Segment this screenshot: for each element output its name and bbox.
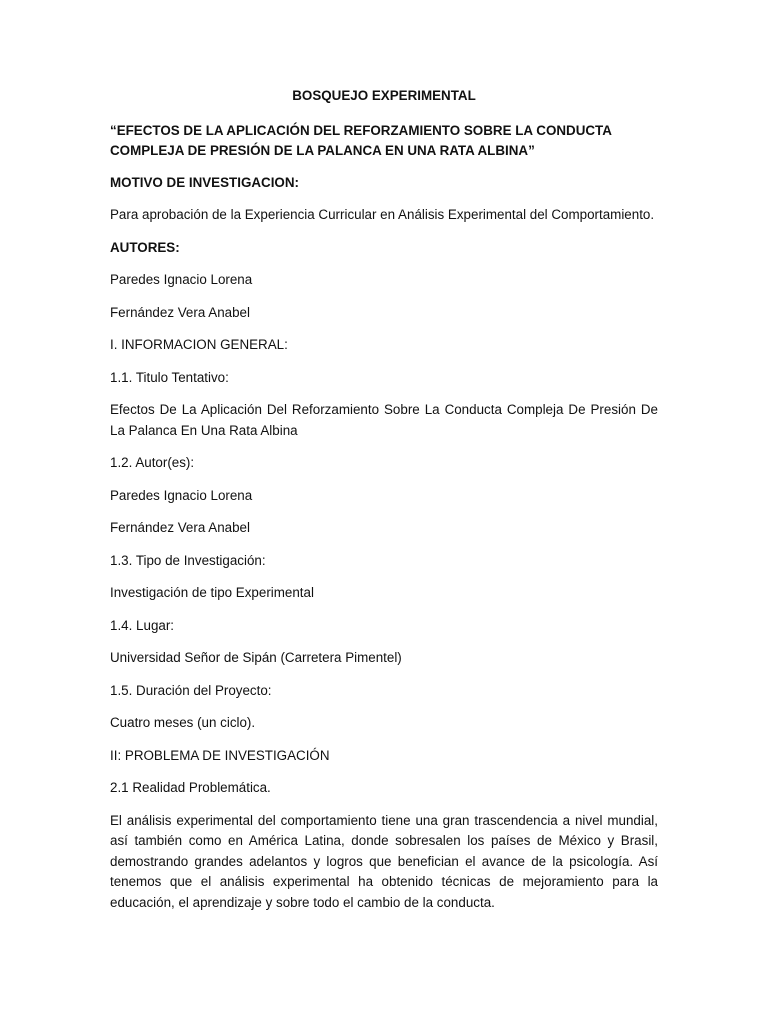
section-1-1-text: Efectos De La Aplicación Del Reforzamiento Sobre La Conducta Compleja De Presión De La Palanca En Una Rata Albina <box>110 402 658 438</box>
autores-heading: AUTORES: <box>110 239 180 255</box>
section-1-4-heading: 1.4. Lugar: <box>110 617 175 633</box>
autor-1: Paredes Ignacio Lorena <box>110 272 253 287</box>
document-page <box>110 86 658 925</box>
document-title: BOSQUEJO EXPERIMENTAL <box>292 88 476 103</box>
section-2-1-heading: 2.1 Realidad Problemática. <box>110 780 271 795</box>
section-1-3-heading: 1.3. Tipo de Investigación: <box>110 552 266 568</box>
document-subtitle: “EFECTOS DE LA APLICACIÓN DEL REFORZAMIENTO SOBRE LA CONDUCTA COMPLEJA DE PRESIÓN DE LA PALANCA EN UNA RATA ALBINA” <box>110 122 612 158</box>
section-1-2-autor-1: Paredes Ignacio Lorena <box>110 487 253 503</box>
section-1-5-heading: 1.5. Duración del Proyecto: <box>110 682 272 698</box>
section-1-heading: I. INFORMACION GENERAL: <box>110 337 288 352</box>
section-1-2-autor-2: Fernández Vera Anabel <box>110 520 250 535</box>
section-1-3-text: Investigación de tipo Experimental <box>110 585 314 600</box>
section-2-1-text: El análisis experimental del comportamiento tiene una gran trascendencia a nivel mundial, así también como en América Latina, donde sobresalen los países de México y Brasil, demostrando grandes adelantos y logros que benefician el avance de la psicología. Así tenemos que el análisis experimental ha obtenido técnicas de mejoramiento para la educación, el aprendizaje y sobre todo el cambio de la conducta. <box>110 812 658 910</box>
motivo-text: Para aprobación de la Experiencia Curricular en Análisis Experimental del Comportamiento. <box>110 207 655 222</box>
motivo-heading: MOTIVO DE INVESTIGACION: <box>110 174 299 190</box>
section-1-2-heading: 1.2. Autor(es): <box>110 455 195 470</box>
section-1-5-text: Cuatro meses (un ciclo). <box>110 715 256 730</box>
section-1-4-text: Universidad Señor de Sipán (Carretera Pimentel) <box>110 650 402 665</box>
autor-2: Fernández Vera Anabel <box>110 304 250 320</box>
section-2-heading: II: PROBLEMA DE INVESTIGACIÓN <box>110 747 330 763</box>
section-1-1-heading: 1.1. Titulo Tentativo: <box>110 369 229 385</box>
